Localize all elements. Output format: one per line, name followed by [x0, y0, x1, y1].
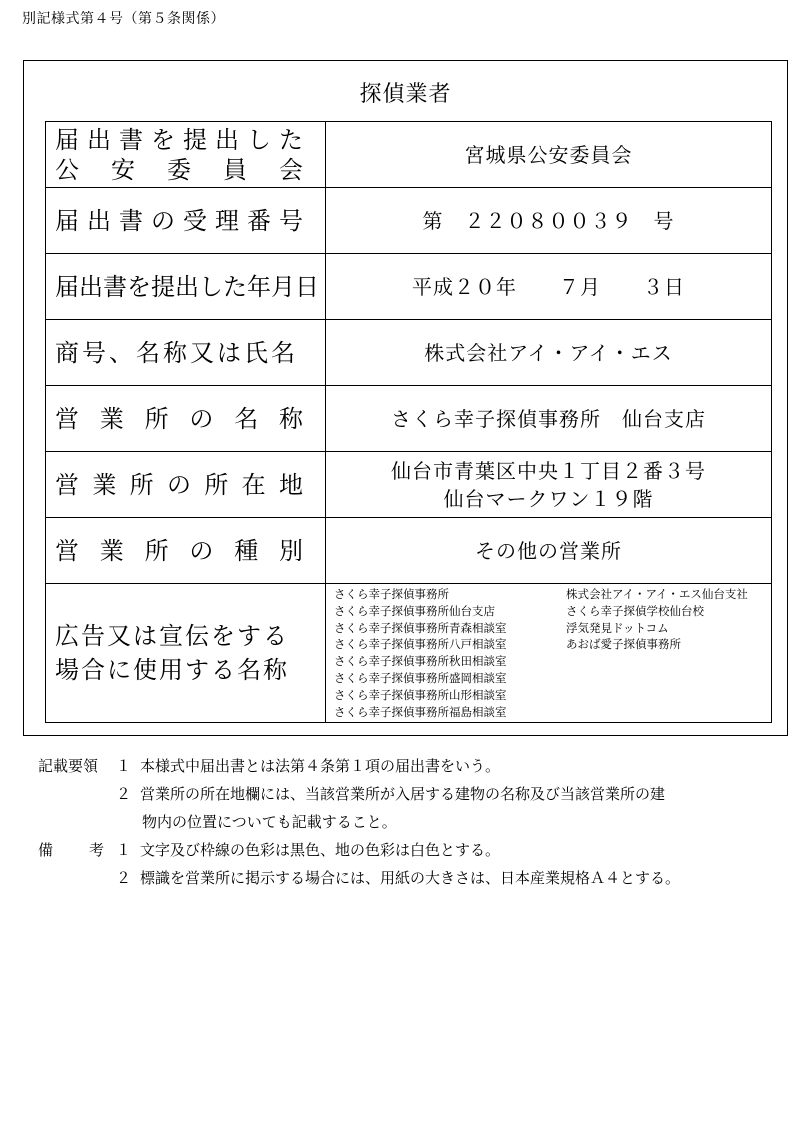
label-char: 出 — [87, 206, 111, 235]
label-char: 称 — [278, 404, 303, 433]
label-char: 営 — [55, 470, 79, 499]
list-item: さくら幸子探偵事務所八戸相談室 — [334, 637, 507, 652]
label-submission-date — [46, 254, 326, 320]
notes-heading: 記載要領 — [38, 757, 99, 775]
label-char: た — [279, 125, 303, 154]
table-row — [46, 518, 772, 584]
value-line: 平成２０年 ７月 ３日 — [412, 274, 685, 299]
sign-frame — [23, 60, 788, 736]
note-text: 営業所の所在地欄には、当該営業所が入居する建物の名称及び当該営業所の建 — [140, 785, 666, 803]
note-item — [38, 780, 783, 808]
table-row — [46, 320, 772, 386]
label-char: の — [189, 536, 214, 565]
value-advertising-names — [326, 584, 772, 723]
list-item — [566, 653, 763, 670]
value-line: 仙台マークワン１９階 — [443, 486, 654, 511]
note-item — [38, 836, 783, 864]
label-trade-name — [46, 320, 326, 386]
list-item: さくら幸子探偵事務所仙台支店 — [334, 603, 495, 618]
list-item: さくら幸子探偵事務所 — [334, 587, 449, 601]
label-char: 号 — [279, 206, 303, 235]
list-item: さくら幸子探偵事務所福島相談室 — [334, 704, 507, 719]
label-char: 書 — [119, 125, 143, 154]
value-receipt-number — [326, 188, 772, 254]
label-char: 委 — [167, 155, 191, 184]
label-char: 提 — [183, 125, 207, 154]
label-char: 員 — [223, 155, 247, 184]
label-char: 業 — [99, 404, 124, 433]
list-item: さくら幸子探偵事務所青森相談室 — [334, 620, 507, 635]
list-item: さくら幸子探偵事務所秋田相談室 — [334, 654, 507, 669]
note-text: 標識を営業所に掲示する場合には、用紙の大きさは、日本産業規格Ａ４とする。 — [140, 869, 681, 887]
list-item: あおば愛子探偵事務所 — [566, 637, 681, 652]
label-char: の — [151, 206, 175, 235]
table-row — [46, 452, 772, 518]
list-item: さくら幸子探偵事務所盛岡相談室 — [334, 670, 507, 685]
label-char: 在 — [241, 470, 266, 499]
note-item — [38, 752, 783, 780]
label-char: 番 — [247, 206, 271, 235]
label-char: を — [151, 125, 175, 154]
sign-title: 探偵業者 — [359, 82, 452, 107]
label-text: 広告又は宣伝をする — [55, 622, 289, 651]
note-text: 本様式中届出書とは法第４条第１項の届出書をいう。 — [140, 757, 501, 775]
note-item — [38, 864, 783, 892]
label-char: 営 — [55, 404, 79, 433]
label-char: 会 — [279, 155, 303, 184]
sign-table — [45, 121, 772, 723]
label-char: 業 — [99, 536, 124, 565]
table-row — [46, 188, 772, 254]
value-line: さくら幸子探偵事務所 仙台支店 — [391, 406, 706, 431]
remarks-heading-char: 考 — [88, 841, 104, 859]
label-char: 公 — [55, 155, 79, 184]
list-item: さくら幸子探偵学校仙台校 — [566, 603, 704, 618]
value-submission-date — [326, 254, 772, 320]
value-line: 仙台市青葉区中央１丁目２番３号 — [391, 458, 706, 483]
label-char: 受 — [183, 206, 207, 235]
label-char: 所 — [129, 470, 154, 499]
label-char: 業 — [92, 470, 117, 499]
value-office-address — [326, 452, 772, 518]
label-char: 名 — [234, 404, 259, 433]
label-text: 届出書を提出した年月日 — [55, 272, 319, 301]
label-char: 届 — [55, 206, 79, 235]
label-char: 種 — [234, 536, 259, 565]
value-office-name — [326, 386, 772, 452]
label-char: 出 — [87, 125, 111, 154]
label-char: 所 — [204, 470, 229, 499]
names-list — [334, 586, 763, 720]
label-char: の — [166, 470, 191, 499]
label-char: し — [247, 125, 271, 154]
label-char: 所 — [144, 404, 169, 433]
form-header: 別記様式第４号（第５条関係） — [22, 11, 225, 27]
note-number: １ — [116, 757, 132, 775]
label-text: 商号、名称又は氏名 — [55, 338, 298, 367]
value-trade-name — [326, 320, 772, 386]
label-char: 届 — [55, 125, 79, 154]
note-continuation: 物内の位置についても記載すること。 — [142, 813, 397, 831]
table-row — [46, 122, 772, 188]
label-char: 安 — [111, 155, 135, 184]
value-line: 株式会社アイ・アイ・エス — [424, 340, 673, 365]
label-receipt-number — [46, 188, 326, 254]
notes — [38, 752, 783, 892]
list-item: 浮気発見ドットコム — [566, 620, 669, 635]
table-row — [46, 584, 772, 723]
label-char: 理 — [215, 206, 239, 235]
note-number: ２ — [116, 869, 132, 887]
label-char: 出 — [215, 125, 239, 154]
value-office-type — [326, 518, 772, 584]
label-office-type — [46, 518, 326, 584]
note-text: 文字及び枠線の色彩は黒色、地の色彩は白色とする。 — [140, 841, 501, 859]
label-office-address — [46, 452, 326, 518]
value-line: その他の営業所 — [475, 538, 622, 563]
label-char: の — [189, 404, 214, 433]
list-item — [566, 687, 763, 704]
list-item — [566, 704, 763, 721]
label-char: 所 — [144, 536, 169, 565]
label-char: 地 — [278, 470, 303, 499]
label-char: 営 — [55, 536, 79, 565]
label-char: 別 — [278, 536, 303, 565]
table-row — [46, 386, 772, 452]
list-item: さくら幸子探偵事務所山形相談室 — [334, 687, 507, 702]
table-row — [46, 254, 772, 320]
note-number: １ — [116, 841, 132, 859]
label-char: 書 — [119, 206, 143, 235]
value-line: 宮城県公安委員会 — [464, 142, 633, 167]
label-office-name — [46, 386, 326, 452]
value-line: 第 ２２０８００３９ 号 — [422, 208, 675, 233]
remarks-heading-char: 備 — [38, 841, 54, 859]
label-text: 場合に使用する名称 — [55, 656, 289, 685]
list-item: 株式会社アイ・アイ・エス仙台支社 — [566, 587, 748, 601]
label-authority — [46, 122, 326, 188]
note-number: ２ — [116, 785, 132, 803]
label-advertising-names — [46, 584, 326, 723]
value-authority — [326, 122, 772, 188]
list-item — [566, 670, 763, 687]
remarks-heading — [38, 836, 104, 864]
